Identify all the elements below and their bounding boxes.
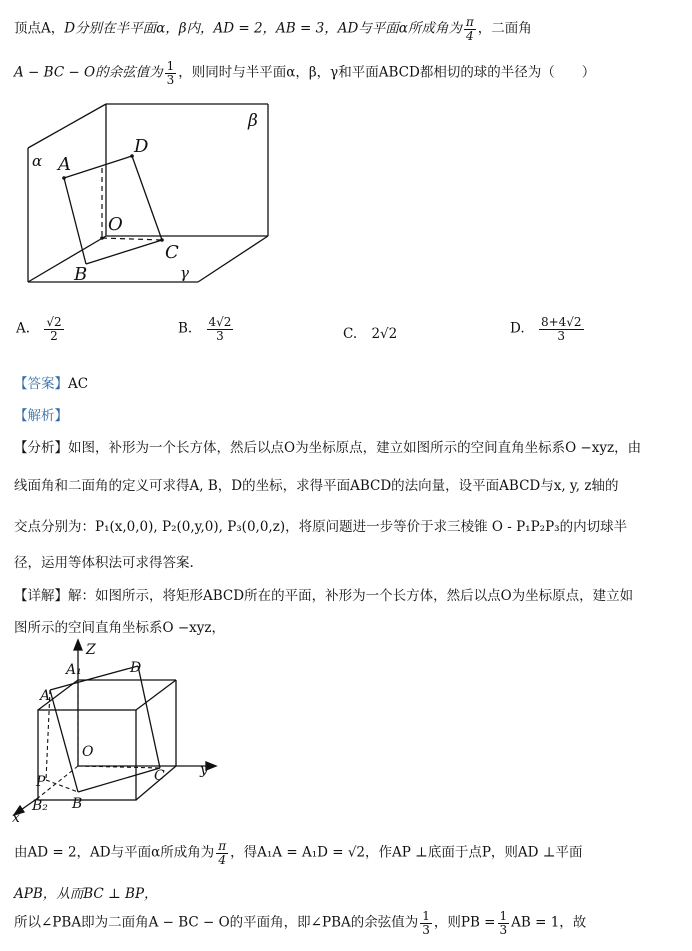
detail-tag: 【详解】	[14, 588, 68, 604]
problem-line2-end: ，则同时与半平面α，β，γ和平面ABCD都相切的球的半径为（ ）	[178, 64, 596, 81]
bottom-cos-fraction: $\frac{1}{3}$	[422, 909, 430, 937]
option-b-value: $\frac{4√2}{3}$	[208, 315, 232, 343]
label-beta: β	[248, 111, 258, 131]
label-alpha: α	[32, 152, 43, 170]
bottom-line-1	[14, 840, 582, 866]
problem-line1-text: D分别在半平面α，β内，AD = 2，AB = 3，AD与平面α所成角为	[64, 20, 462, 37]
alpha-top-edge	[28, 104, 106, 148]
problem-line1-start: 顶点A，	[14, 20, 65, 37]
bottom-line1-start: 由AD = 2，AD与平面α所成角为	[14, 844, 215, 861]
label-gamma: γ	[180, 264, 189, 282]
axis-label-y: y	[200, 762, 208, 778]
label-O2: O	[82, 744, 94, 760]
label-D: D	[134, 136, 149, 157]
dashed-OC	[102, 238, 162, 240]
label-A1: A₁	[66, 662, 82, 678]
analysis-text-1: 如图，补形为一个长方体，然后以点O为坐标原点，建立如图所示的空间直角坐标系O −xyz，由	[68, 440, 642, 456]
alpha-bottom-edge	[28, 236, 106, 282]
option-c	[343, 326, 397, 342]
answer-value: AC	[68, 376, 89, 392]
analysis-line-4: 径，运用等体积法可求得答案.	[14, 555, 194, 571]
detail-line-2: 图所示的空间直角坐标系O −xyz，	[14, 620, 226, 636]
label-D2: D	[130, 660, 142, 676]
label-C2: C	[154, 768, 165, 784]
label-C: C	[165, 242, 179, 263]
problem-line2-start: A − BC − O的余弦值为	[14, 64, 163, 81]
option-b	[178, 316, 235, 342]
segment-AD	[64, 156, 132, 178]
option-d-label: D.	[510, 320, 525, 337]
bottom-pb-fraction: $\frac{1}{3}$	[499, 909, 508, 937]
dihedral-figure	[22, 100, 282, 290]
problem-line-2	[14, 60, 595, 86]
cosine-fraction: $\frac{1}{3}$	[166, 59, 175, 87]
option-a-value: $\frac{√2}{2}$	[46, 315, 62, 343]
bottom-line-3	[14, 910, 586, 936]
label-A: A	[58, 154, 71, 175]
option-a	[16, 316, 66, 342]
option-a-label: A.	[16, 320, 31, 337]
gamma-right-edge	[198, 236, 268, 282]
edge-AD	[50, 666, 138, 690]
problem-line1-end: ，二面角	[477, 20, 532, 37]
option-c-label: C.	[343, 326, 358, 342]
label-P: P	[36, 774, 46, 790]
axis-label-z: Z	[86, 642, 96, 658]
segment-BC	[86, 240, 162, 264]
segment-AB	[64, 178, 86, 264]
problem-line-1	[14, 16, 532, 42]
bottom-line3-end: AB = 1，故	[511, 914, 587, 931]
bottom-line3-start: 所以∠PBA即为二面角A − BC − O的平面角，即∠PBA的余弦值为	[14, 914, 419, 931]
option-c-value: 2√2	[371, 326, 398, 342]
answer-tag: 【答案】	[14, 376, 68, 392]
axis-label-x: x	[12, 810, 20, 824]
bottom-line3-mid: ，则PB =	[433, 914, 496, 931]
analysis-tag-inner: 【分析】	[14, 440, 68, 456]
analysis-line-3: 交点分别为：P₁(x,0,0), P₂(0,y,0), P₃(0,0,z)，将原问题进一步等价于求三棱锥 O - P₁P₂P₃的内切球半	[14, 519, 628, 535]
bottom-angle-fraction: $\frac{\pi}{4}$	[218, 839, 227, 867]
label-B: B	[74, 264, 88, 285]
answer-line	[14, 372, 88, 392]
analysis-line-2: 线面角和二面角的定义可求得A, B，D的坐标，求得平面ABCD的法向量，设平面ABCD与x, y, z轴的	[14, 478, 619, 494]
analysis-line-1	[14, 436, 641, 456]
bottom-line1-end: ，得A₁A = A₁D = √2，作AP ⊥底面于点P，则AD ⊥平面	[230, 844, 583, 861]
label-B: B	[72, 796, 83, 812]
option-d-value: $\frac{8+4√2}{3}$	[540, 315, 582, 343]
label-A2: A	[40, 688, 51, 704]
bottom-line-2: APB，从而BC ⊥ BP，	[14, 886, 158, 902]
analysis-tag: 【解析】	[14, 408, 68, 424]
option-b-label: B.	[178, 320, 193, 337]
edge-DC	[138, 666, 160, 768]
label-B2: B₂	[32, 798, 48, 814]
detail-line-1	[14, 584, 633, 604]
option-d	[510, 316, 586, 342]
segment-DC	[132, 156, 162, 240]
angle-fraction: $\frac{\pi}{4}$	[465, 15, 474, 43]
detail-text-1: 解：如图所示，将矩形ABCD所在的平面，补形为一个长方体，然后以点O为坐标原点，建立如	[68, 588, 634, 604]
cuboid-figure	[10, 638, 220, 824]
label-O: O	[108, 214, 123, 235]
